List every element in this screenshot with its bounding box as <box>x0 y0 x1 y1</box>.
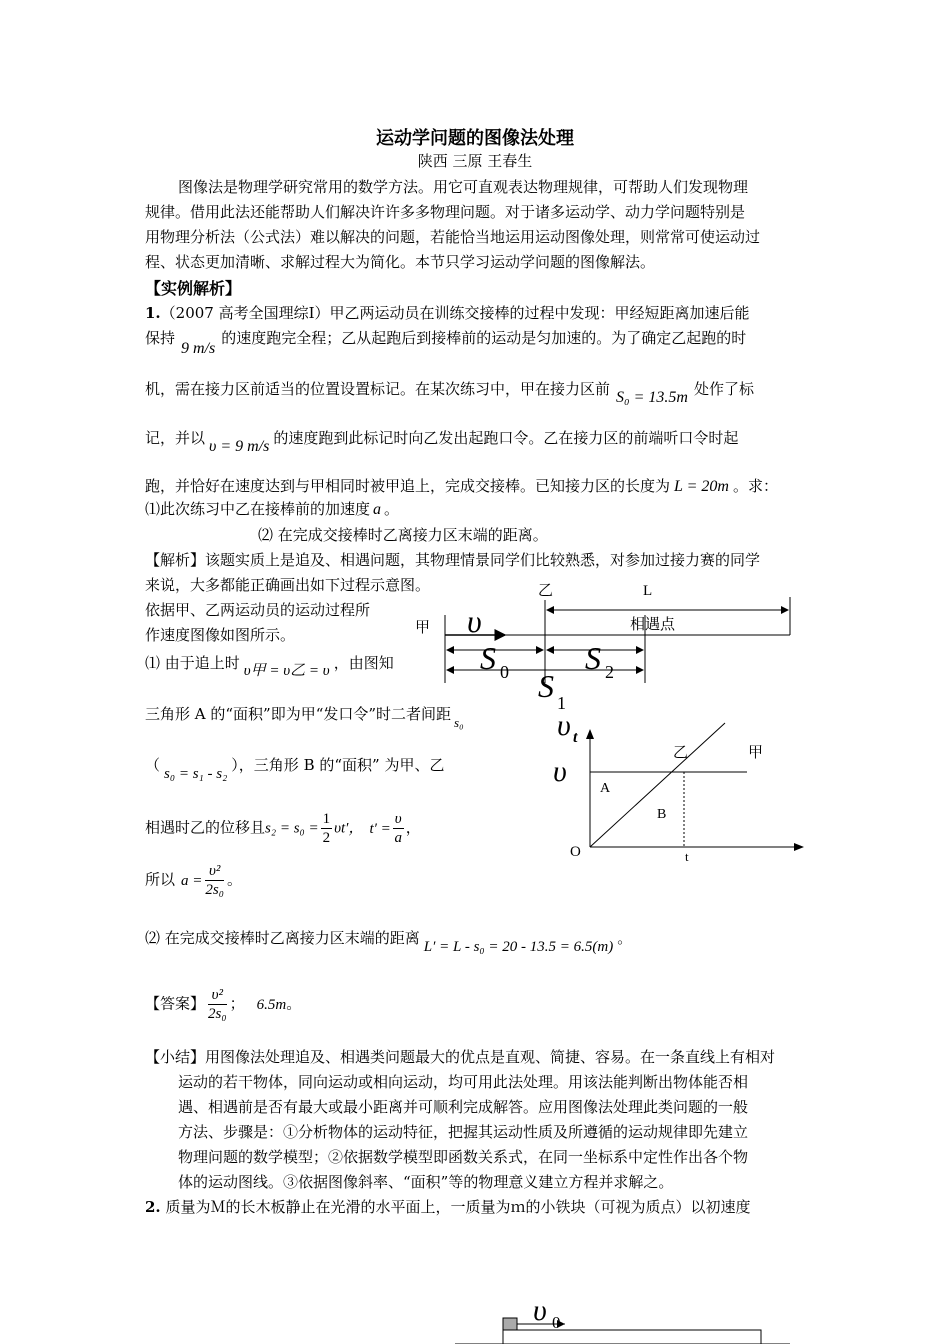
iron-block <box>503 1318 517 1330</box>
analysis-line-8 <box>145 810 421 847</box>
s1-subscript: 1 <box>557 693 566 713</box>
summary-line-5: 物理问题的数学模型；②依据数学模型即函数关系式，在同一坐标系中定性作出各个物 <box>178 1148 749 1166</box>
answer-value: 6.5m <box>256 996 287 1013</box>
analysis-line-6 <box>145 702 464 730</box>
answer-frac-num: υ² <box>208 986 227 1005</box>
region-A-label: A <box>600 781 611 796</box>
analysis-text6: 三角形 A 的“面积”即为甲“发口令”时二者间距 <box>145 705 452 723</box>
intro-line-2: 规律。借用此法还能帮助人们解决许许多多物理问题。对于诸多运动学、动力学问题特别是 <box>145 203 746 221</box>
yi-label: 乙 <box>538 583 554 599</box>
analysis-line-5 <box>145 651 394 677</box>
analysis-line-2: 来说，大多都能正确画出如下过程示意图。 <box>145 576 431 594</box>
a-fraction <box>205 862 224 899</box>
answer-label: 【答案】 <box>145 994 206 1013</box>
analysis-line-7 <box>145 753 445 782</box>
question-1-text: ⑴此次练习中乙在接棒前的加速度 <box>145 500 371 518</box>
problem1-text2b: 的速度跑完全程；乙从起跑后到接棒前的运动是匀加速的。为了确定乙起跑的时 <box>221 329 747 347</box>
long-board <box>503 1330 761 1344</box>
region-B-label: B <box>657 807 667 822</box>
analysis-text10a: ⑵ 在完成交接棒时乙离接力区末端的距离 <box>145 929 420 947</box>
problem1-text4a: 记，并以 <box>145 429 206 447</box>
section-header: 【实例解析】 <box>145 279 242 298</box>
equal-speed-formula: υ甲 = υ乙 = υ <box>243 663 330 679</box>
half-num: 1 <box>322 811 331 827</box>
s2-subscript: 2 <box>605 662 614 682</box>
analysis-line-9 <box>145 862 242 899</box>
analysis-text10-end: 。 <box>617 929 633 947</box>
analysis-text8a: 相遇时乙的位移且 <box>145 818 266 837</box>
summary-line-3: 遇、相遇前是否有最大或最小距离并可顺利完成解答。应用图像法处理此类问题的一般 <box>178 1098 749 1116</box>
v-num: υ <box>394 811 402 827</box>
v0-label: υ <box>533 1294 547 1327</box>
problem1-line4 <box>145 426 739 455</box>
analysis-line-3: 依据甲、乙两运动员的运动过程所 <box>145 601 371 619</box>
yi-line <box>590 723 725 847</box>
answer-line <box>145 986 301 1023</box>
yi-graph-label: 乙 <box>673 745 689 761</box>
problem1-text3b: 处作了标 <box>693 380 754 398</box>
v-level-label: υ <box>553 755 567 788</box>
problem2-line <box>145 1195 750 1220</box>
problem2-text: 质量为Ｍ的长木板静止在光滑的水平面上，一质量为ｍ的小铁块（可视为质点）以初速度 <box>165 1198 751 1216</box>
distance-formula: L′ = L - s₀ = 20 - 13.5 = 6.5(m) <box>423 939 614 955</box>
problem1-number: 1. <box>145 304 161 322</box>
meet-point-label: 相遇点 <box>630 617 676 633</box>
problem1-line3 <box>145 377 754 406</box>
relay-process-diagram <box>405 575 805 713</box>
t-formula: t′ = <box>369 820 391 837</box>
analysis-text9-end: 。 <box>226 870 242 889</box>
problem1-text4b: 的速度跑到此标记时向乙发出起跑口令。乙在接力区的前端听口令时起 <box>273 429 739 447</box>
problem2-number: 2. <box>145 1198 161 1216</box>
question-2: ⑵ 在完成交接棒时乙离接力区末端的距离。 <box>258 526 548 544</box>
intro-line-4: 程、状态更加清晰、求解过程大为简化。本节只学习运动学问题的图像解法。 <box>145 253 656 271</box>
answer-frac-den: 2s₀ <box>208 1006 227 1022</box>
summary-line-2: 运动的若干物体，同向运动或相向运动，均可用此法处理。用该法能判断出物体能否相 <box>178 1073 749 1091</box>
intro-line-1: 图像法是物理学研究常用的数学方法。用它可直观表达物理规律，可帮助人们发现物理 <box>178 178 749 196</box>
problem1-text5b: 。求： <box>732 477 778 495</box>
y-axis-subscript: t <box>573 729 578 746</box>
intro-line-3: 用物理分析法（公式法）难以解决的问题，若能恰当地运用运动图像处理，则常常可使运动过 <box>145 228 761 246</box>
summary-line-6: 体的运动图线。③依据图像斜率、“面积”等的物理意义建立方程并求解之。 <box>178 1173 674 1191</box>
analysis-text5b: ，由图知 <box>333 654 394 672</box>
s0-label: S <box>480 640 496 676</box>
problem1-line1 <box>145 301 750 326</box>
analysis-text7a: （ <box>145 756 161 774</box>
summary-line-1: 【小结】用图像法处理追及、相遇类问题最大的优点是直观、简捷、容易。在一条直线上有相对 <box>145 1048 776 1066</box>
t-label: t <box>685 849 689 864</box>
analysis-line-10 <box>145 926 633 955</box>
half-fraction <box>321 810 333 847</box>
author-line: 陕西 三原 王春生 <box>417 152 533 170</box>
problem1-line5 <box>145 474 778 499</box>
v0-subscript: 0 <box>552 1313 561 1332</box>
problem1-text1: （2007 高考全国理综Ⅰ）甲乙两运动员在训练交接棒的过程中发现：甲经短距离加速后能 <box>160 304 750 322</box>
origin-label: O <box>570 844 581 860</box>
L-formula: L = 20m <box>674 478 729 495</box>
answer-fraction <box>208 986 227 1023</box>
s1-label: S <box>538 668 554 704</box>
half-den: 2 <box>322 830 331 846</box>
s2-label: S <box>585 640 601 676</box>
analysis-text8-end: ， <box>405 818 421 837</box>
analysis-line-1: 【解析】该题实质上是追及、相遇问题，其物理情景同学们比较熟悉，对参加过接力赛的同学 <box>145 551 761 569</box>
analysis-text9a: 所以 <box>145 870 176 889</box>
v-label: υ <box>467 603 482 639</box>
L-label: L <box>643 583 653 599</box>
question-1-var: a <box>373 501 382 518</box>
analysis-text5a: ⑴ 由于追上时 <box>145 654 240 672</box>
question-1-end: 。 <box>384 500 400 518</box>
board-block-diagram <box>455 1290 795 1344</box>
s0-relation: s₀ = s₁ - s₂ <box>164 766 228 782</box>
answer-end: 。 <box>286 994 302 1013</box>
problem1-text2a: 保持 <box>145 329 176 347</box>
jia-label: 甲 <box>415 620 431 636</box>
s2-formula: s₂ = s₀ = <box>265 820 319 837</box>
s0-var: s₀ <box>454 715 464 730</box>
problem1-text5a: 跑，并恰好在速度达到与甲相同时被甲追上，完成交接棒。已知接力区的长度为 <box>145 477 671 495</box>
s0-formula: S₀ = 13.5m <box>616 389 688 406</box>
s0-subscript: 0 <box>500 662 509 682</box>
a-frac-num: υ² <box>205 862 224 881</box>
v-formula: υ = 9 m/s <box>209 438 270 455</box>
jia-graph-label: 甲 <box>748 745 764 761</box>
summary-line-4: 方法、步骤是：①分析物体的运动特征，把握其运动性质及所遵循的运动规律即先建立 <box>178 1123 749 1141</box>
answer-sep: ； <box>229 994 245 1013</box>
a-formula: a = <box>181 872 203 889</box>
problem1-text3a: 机，需在接力区前适当的位置设置标记。在某次练习中，甲在接力区前 <box>145 380 611 398</box>
page-title: 运动学问题的图像法处理 <box>376 128 574 148</box>
speed-formula: 9 m/s <box>181 340 216 357</box>
analysis-text7b: ），三角形 B 的“面积” 为甲、乙 <box>231 756 445 774</box>
vt-term: υt′， <box>334 820 364 837</box>
problem1-line2 <box>145 326 747 357</box>
question-1 <box>145 497 399 522</box>
velocity-time-graph <box>545 705 815 865</box>
v-over-a-fraction <box>393 810 404 847</box>
analysis-line-4: 作速度图像如图所示。 <box>145 626 296 644</box>
y-axis-label: υ <box>557 709 571 742</box>
a-frac-den: 2s₀ <box>205 882 224 898</box>
a-den: a <box>394 830 402 846</box>
